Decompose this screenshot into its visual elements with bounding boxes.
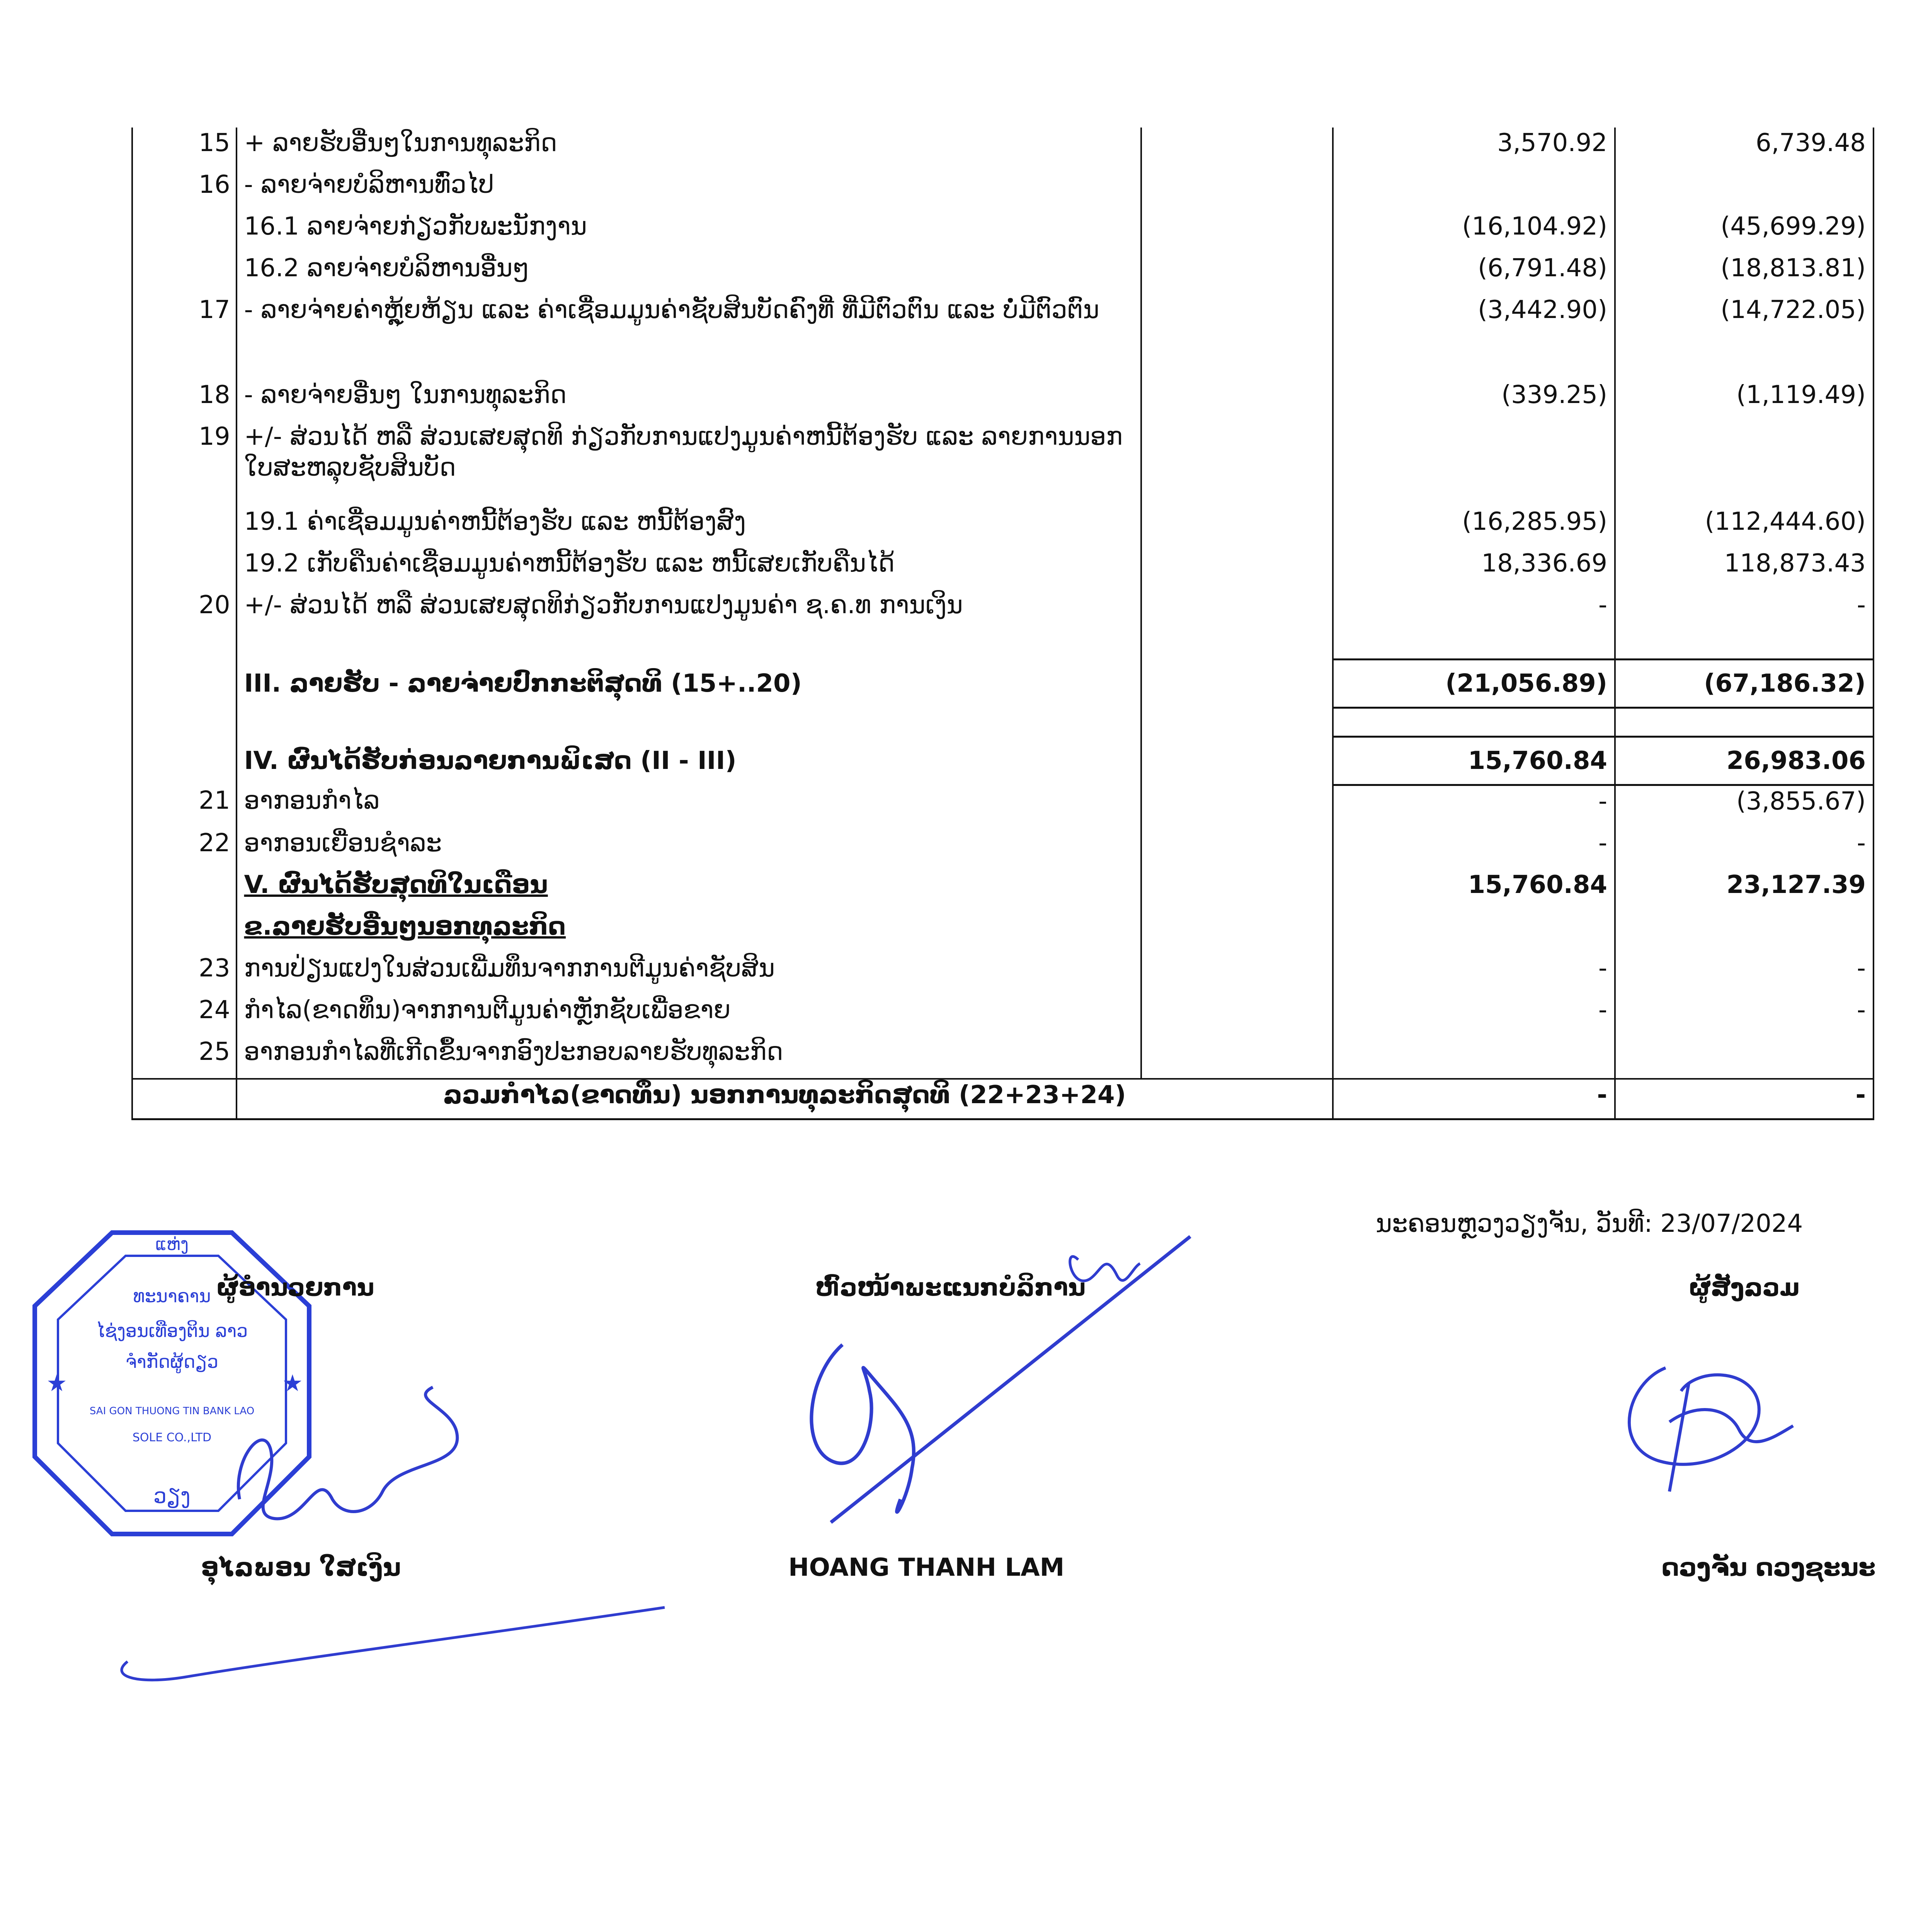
note-cell [1141,506,1333,548]
total-v-previous: 23,127.39 [1615,869,1873,911]
preparer-signature [1611,1345,1812,1519]
row-description: 19.1 ຄ່າເຊື່ອມມູນຄ່າຫນີ້ຕ້ອງຮັບ ແລະ ຫນີ້ຕ້ອງສົງ [237,506,1141,548]
total-iv-current: 15,760.84 [1333,737,1615,785]
head-of-service-title: ຫົວໜ້າພະແນກບໍລິການ [815,1273,1086,1301]
row-number: 19 [132,421,237,506]
previous-value: 6,739.48 [1615,128,1873,169]
row-description: - ລາຍຈ່າຍບໍລິຫານທົ່ວໄປ [237,169,1141,211]
previous-value: (45,699.29) [1615,211,1873,253]
previous-value: (1,119.49) [1615,379,1873,421]
table-row [132,785,1873,828]
table-row [132,506,1873,548]
row-number: 25 [132,1036,237,1079]
current-value: - [1333,953,1615,995]
total-row-iii [132,660,1873,708]
head-of-service-signature [784,1229,1248,1557]
section-b-heading: ຂ.ລາຍຮັບອື່ນໆນອກທຸລະກິດ [237,911,1141,953]
note-cell [1141,548,1333,590]
manager-title: ຜູ້ອຳນວຍການ [216,1273,374,1301]
table-row [132,253,1873,294]
current-value: - [1333,828,1615,869]
row-number: 17 [132,294,237,379]
previous-value [1615,169,1873,211]
current-value: - [1333,590,1615,631]
spacer-row [132,631,1873,660]
row-description: - ລາຍຈ່າຍຄ່າຫຼຸ້ຍຫ້ຽນ ແລະ ຄ່າເຊື່ອມມູນຄ່າຊັບສິນບັດຄົງທີ່ ທີ່ມີຕົວຕົນ ແລະ ບໍ່ມີຕົວຕົນ [237,294,1141,379]
row-number: 15 [132,128,237,169]
row-number [132,253,237,294]
spacer-row [132,708,1873,737]
note-cell [1141,379,1333,421]
row-number: 21 [132,785,237,828]
current-value: (16,285.95) [1333,506,1615,548]
row-number [132,506,237,548]
previous-value: 118,873.43 [1615,548,1873,590]
row-description: 19.2 ເກັບຄືນຄ່າເຊື່ອມມູນຄ່າຫນີ້ຕ້ອງຮັບ ແລະ ຫນີ້ເສຍເກັບຄືນໄດ້ [237,548,1141,590]
note-cell [1141,169,1333,211]
row-number: 24 [132,995,237,1036]
row-description: +/- ສ່ວນໄດ້ ຫລື ສ່ວນເສຍສຸດທິກ່ຽວກັບການແປງມູນຄ່າ ຊ.ຄ.ທ ການເງິນ [237,590,1141,631]
previous-value: (3,855.67) [1615,785,1873,828]
row-description: ກຳໄລ(ຂາດທຶນ)ຈາກການຕີມູນຄ່າຫຼັກຊັບເພື່ອຂາຍ [237,995,1141,1036]
row-description: + ລາຍຮັບອື່ນໆໃນການທຸລະກິດ [237,128,1141,169]
table-row [132,828,1873,869]
table-row [132,294,1873,379]
stamp-bottom-text: ວຽງ [153,1484,191,1508]
total-iv-previous: 26,983.06 [1615,737,1873,785]
previous-value: (18,813.81) [1615,253,1873,294]
table-row [132,128,1873,169]
table-row [132,953,1873,995]
preparer-name: ດວງຈັນ ດວງຊະນະ [1662,1553,1876,1582]
table-row [132,590,1873,631]
stamp-line2: ໄຊ່ງອນເທືອງຕິນ ລາວ [96,1320,248,1341]
pen-stroke-mark [108,1584,688,1700]
final-total-previous: - [1615,1079,1873,1119]
note-cell [1141,211,1333,253]
row-description: 16.1 ລາຍຈ່າຍກ່ຽວກັບພະນັກງານ [237,211,1141,253]
table-row [132,421,1873,506]
row-description: ການປ່ຽນແປງໃນສ່ວນເພີ່ມທຶນຈາກການຕີມູນຄ່າຊັບສິນ [237,953,1141,995]
head-of-service-name: HOANG THANH LAM [788,1553,1065,1582]
current-value: 3,570.92 [1333,128,1615,169]
note-cell [1141,128,1333,169]
stamp-line3: ຈຳກັດຜູ້ດຽວ [126,1351,218,1372]
row-description: ອາກອນກຳໄລທີ່ເກີດຂຶ້ນຈາກອົງປະກອບລາຍຮັບທຸລະກິດ [237,1036,1141,1079]
final-total-current: - [1333,1079,1615,1119]
current-value: - [1333,785,1615,828]
total-iii-previous: (67,186.32) [1615,660,1873,708]
current-value: (16,104.92) [1333,211,1615,253]
previous-value: - [1615,995,1873,1036]
manager-signature [216,1352,487,1546]
row-number: 23 [132,953,237,995]
row-number: 22 [132,828,237,869]
final-total-row [132,1079,1873,1119]
table-row [132,379,1873,421]
table-row [132,995,1873,1036]
total-iv-label: IV. ຜົນໄດ້ຮັບກ່ອນລາຍການພິເສດ (II - III) [237,737,1141,785]
total-row-iv [132,737,1873,785]
section-heading-row [132,911,1873,953]
income-statement-table [131,128,1874,1120]
current-value: (339.25) [1333,379,1615,421]
current-value: (3,442.90) [1333,294,1615,379]
previous-value: - [1615,953,1873,995]
total-iii-current: (21,056.89) [1333,660,1615,708]
total-iii-label: III. ລາຍຮັບ - ລາຍຈ່າຍປົກກະຕິສຸດທິ (15+..20) [237,660,1141,708]
place-and-date: ນະຄອນຫຼວງວຽງຈັນ, ວັນທີ: 23/07/2024 [1376,1209,1803,1238]
note-cell [1141,294,1333,379]
row-number: 18 [132,379,237,421]
star-icon: ★ [46,1370,67,1397]
row-number: 20 [132,590,237,631]
stamp-english-name: SAI GON THUONG TIN BANK LAO [89,1405,255,1417]
current-value [1333,1036,1615,1079]
table-row [132,548,1873,590]
current-value [1333,421,1615,506]
table-row [132,169,1873,211]
previous-value: - [1615,828,1873,869]
row-description: ອາກອນເຍື່ອນຊຳລະ [237,828,1141,869]
preparer-title: ຜູ້ສັງລວມ [1689,1273,1800,1301]
row-number [132,211,237,253]
star-icon: ★ [282,1370,303,1397]
total-row-v [132,869,1873,911]
total-v-label: V. ຜົນໄດ້ຮັບສຸດທິໃນເດືອນ [237,869,1141,911]
note-cell [1141,253,1333,294]
stamp-english-suffix: SOLE CO.,LTD [132,1431,212,1444]
previous-value [1615,1036,1873,1079]
note-cell [1141,590,1333,631]
previous-value: - [1615,590,1873,631]
previous-value [1615,421,1873,506]
current-value: 18,336.69 [1333,548,1615,590]
stamp-line1: ທະນາຄານ [133,1286,211,1306]
row-description: +/- ສ່ວນໄດ້ ຫລື ສ່ວນເສຍສຸດທິ ກ່ຽວກັບການແປງມູນຄ່າຫນີ້ຕ້ອງຮັບ ແລະ ລາຍການນອກໃບສະຫລຸບຊັບສິນບັດ [237,421,1141,506]
row-number: 16 [132,169,237,211]
previous-value: (112,444.60) [1615,506,1873,548]
table-row [132,1036,1873,1079]
note-cell [1141,421,1333,506]
manager-name: ອຸໄລພອນ ໃສເງິນ [201,1553,401,1582]
previous-value: (14,722.05) [1615,294,1873,379]
row-number [132,548,237,590]
current-value: (6,791.48) [1333,253,1615,294]
final-total-label: ລວມກຳໄລ(ຂາດທຶນ) ນອກການທຸລະກິດສຸດທິ (22+23+24) [237,1079,1333,1119]
current-value: - [1333,995,1615,1036]
row-description: ອາກອນກຳໄລ [237,785,1141,828]
current-value [1333,169,1615,211]
table-row [132,211,1873,253]
row-description: 16.2 ລາຍຈ່າຍບໍລິຫານອື່ນໆ [237,253,1141,294]
stamp-top-text: ແຫ່ງ [155,1235,189,1254]
total-v-current: 15,760.84 [1333,869,1615,911]
row-description: - ລາຍຈ່າຍອື່ນໆ ໃນການທຸລະກິດ [237,379,1141,421]
